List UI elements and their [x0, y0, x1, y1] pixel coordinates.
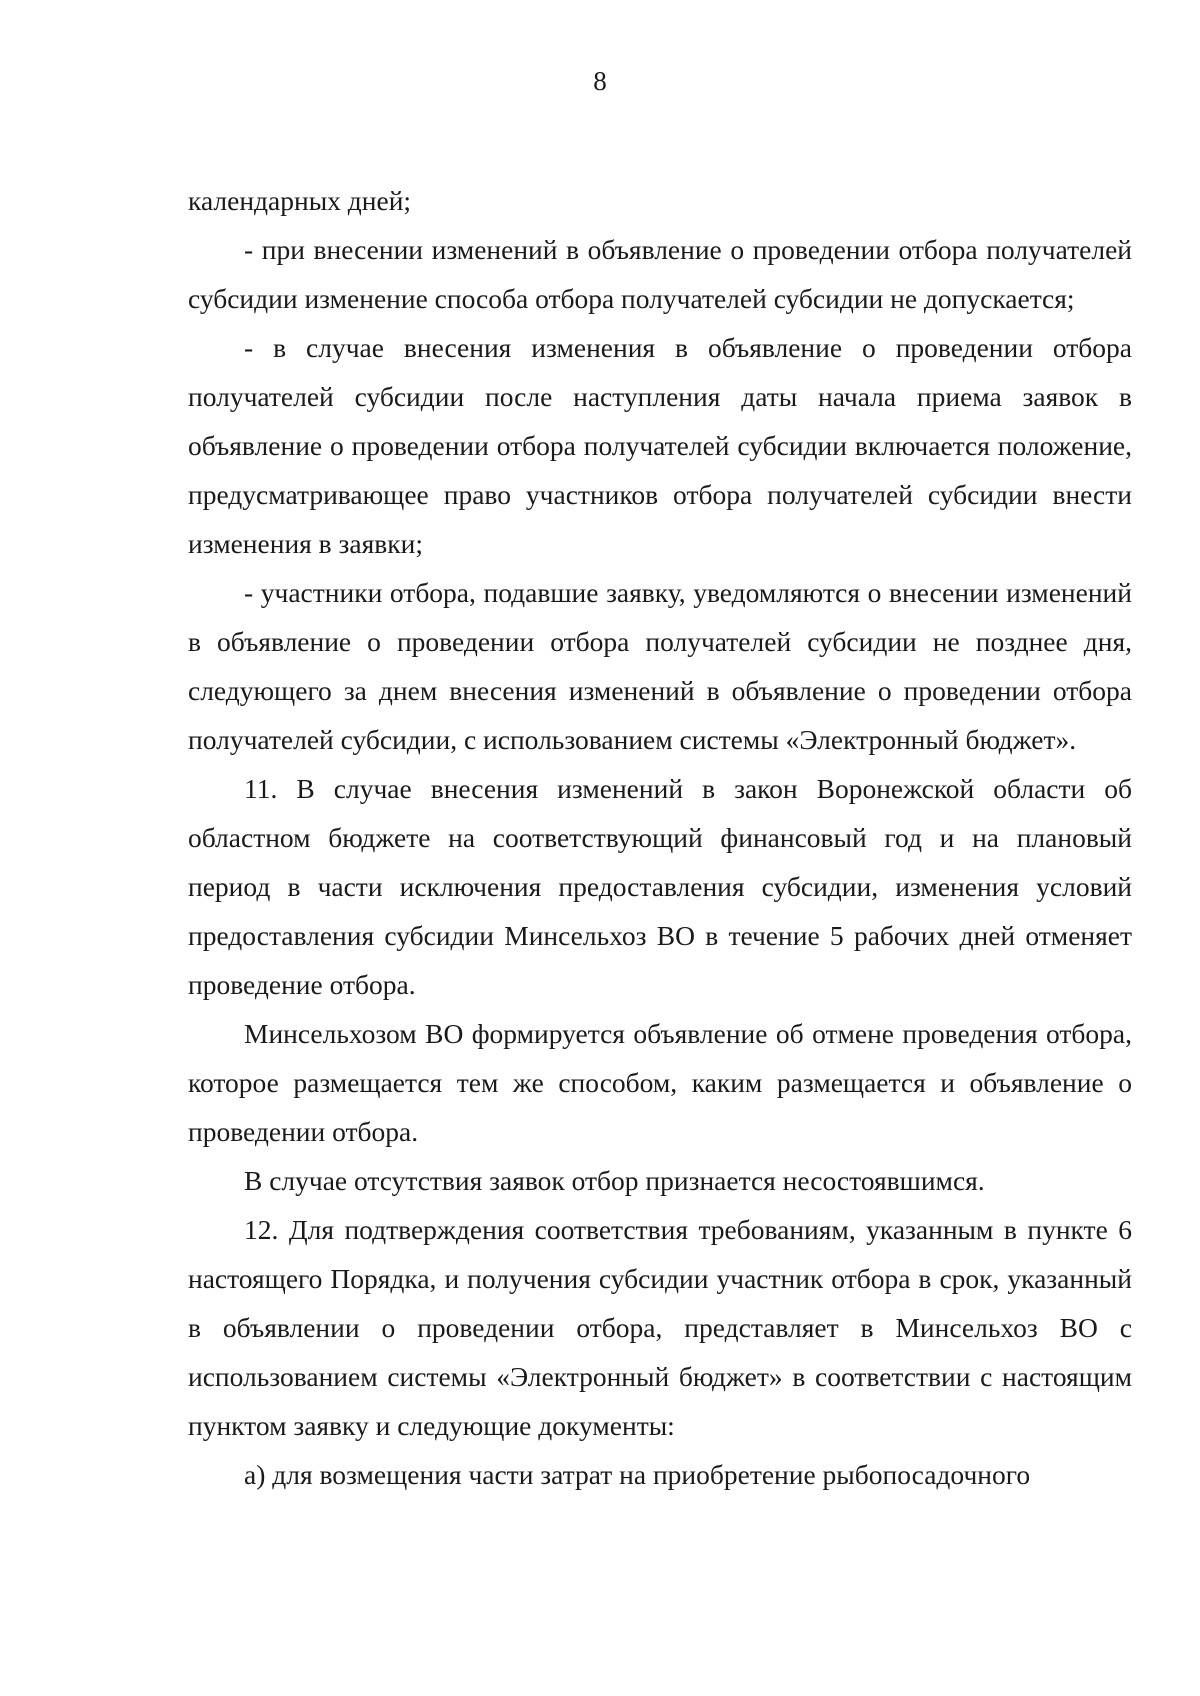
- page-number: 8: [593, 66, 607, 96]
- paragraph-no-applications: В случае отсутствия заявок отбор признается несостоявшимся.: [244, 1165, 985, 1196]
- paragraph-change-method: - при внесении изменений в объявление о проведении отбора получателей субсидии изменение способа отбора получателей субсидии не допускается;: [188, 234, 1132, 314]
- paragraph-cancellation-notice: Минсельхозом ВО формируется объявление об отмене проведения отбора, которое размещается тем же способом, каким размещается и объявление о проведении отбора.: [188, 1018, 1132, 1147]
- paragraph-changes-after-start: - в случае внесения изменения в объявление о проведении отбора получателей субсидии после наступления даты начала приема заявок в объявление о проведении отбора получателей субсидии включается положение, предусматривающее право участников отбора получателей субсидии внести изменения в заявки;: [188, 332, 1132, 559]
- paragraph-participants-notified: - участники отбора, подавшие заявку, уведомляются о внесении изменений в объявление о проведении отбора получателей субсидии не позднее дня, следующего за днем внесения изменений в объявление о проведении отбора получателей субсидии, с использованием системы «Электронный бюджет».: [188, 577, 1132, 755]
- paragraph-continuation: календарных дней;: [188, 185, 412, 216]
- paragraph-item-12: 12. Для подтверждения соответствия требованиям, указанным в пункте 6 настоящего Порядка, и получения субсидии участник отбора в срок, указанный в объявлении о проведении отбора, представляет в Минсельхоз ВО с использованием системы «Электронный бюджет» в соответствии с настоящим пунктом заявку и следующие документы:: [188, 1214, 1132, 1441]
- paragraph-subitem-a: а) для возмещения части затрат на приобретение рыбопосадочного: [244, 1459, 1031, 1490]
- document-body: [188, 176, 1132, 1499]
- paragraph-item-11: 11. В случае внесения изменений в закон Воронежской области об областном бюджете на соответствующий финансовый год и на плановый период в части исключения предоставления субсидии, изменения условий предоставления субсидии Минсельхоз ВО в течение 5 рабочих дней отменяет проведение отбора.: [188, 773, 1132, 1000]
